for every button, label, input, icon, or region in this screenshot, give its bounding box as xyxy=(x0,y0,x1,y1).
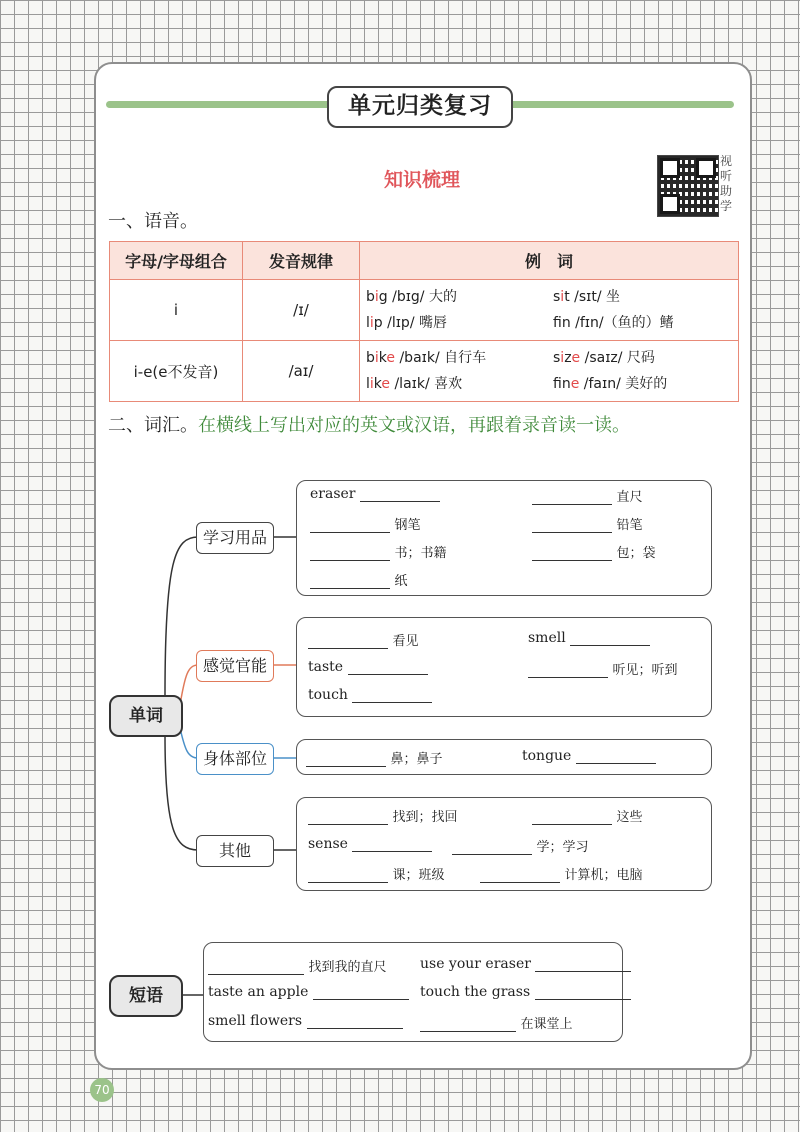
example-word: like /laɪk/ 喜欢 xyxy=(366,376,463,392)
example-word: size /saɪz/ 尺码 xyxy=(553,350,655,366)
table-header: 发音规律 xyxy=(243,242,360,280)
root-node-words: 单词 xyxy=(109,695,183,737)
branch-others: 其他 xyxy=(196,835,274,867)
vocab-item[interactable]: 找到；找回 xyxy=(308,806,457,825)
phrase-item[interactable]: taste an apple xyxy=(208,984,409,1000)
example-word: fne /faɪn/ 美好的 xyxy=(553,376,668,392)
vocab-item[interactable]: 课；班级 xyxy=(308,864,444,883)
phrase-item[interactable]: use your eraser xyxy=(420,956,631,972)
vocab-item[interactable]: 直尺 xyxy=(532,486,642,505)
example-word: bike /baɪk/ 自行车 xyxy=(366,350,487,366)
phrase-item[interactable]: 找到我的直尺 xyxy=(208,956,386,975)
section1-heading: 一、语音。 xyxy=(108,211,198,232)
table-header: 字母/字母组合 xyxy=(110,242,243,280)
subtitle: 知识梳理 xyxy=(370,166,474,194)
root-node-phrases: 短语 xyxy=(109,975,183,1017)
vocab-item[interactable]: 铅笔 xyxy=(532,514,642,533)
qr-label: 视听助学 xyxy=(720,154,733,213)
letter-cell: i xyxy=(110,280,243,341)
phrase-item[interactable]: touch the grass xyxy=(420,984,631,1000)
branch-supplies: 学习用品 xyxy=(196,522,274,554)
section2-heading: 二、词汇。在横线上写出对应的英文或汉语，再跟着录音读一读。 xyxy=(108,415,630,436)
vocab-item[interactable]: 书；书籍 xyxy=(310,542,446,561)
vocab-item[interactable]: 计算机；电脑 xyxy=(480,864,642,883)
table-header: 例 词 xyxy=(360,242,739,280)
example-word: fn /fɪn/（鱼的）鳍 xyxy=(553,315,674,331)
vocab-item[interactable]: 看见 xyxy=(308,630,418,649)
vocab-item[interactable]: eraser xyxy=(310,486,440,502)
vocab-item[interactable]: 学；学习 xyxy=(452,836,588,855)
example-word: big /bɪg/ 大的 xyxy=(366,289,457,305)
rule-cell: /ɪ/ xyxy=(243,280,360,341)
phrase-item[interactable]: smell flowers xyxy=(208,1013,403,1029)
branch-senses: 感觉官能 xyxy=(196,650,274,682)
vocab-item[interactable]: 这些 xyxy=(532,806,642,825)
branch-body: 身体部位 xyxy=(196,743,274,775)
phrase-item[interactable]: 在课堂上 xyxy=(420,1013,572,1032)
vocab-item[interactable]: 听见；听到 xyxy=(528,659,677,678)
page-title: 单元归类复习 xyxy=(327,86,513,128)
example-word: lip /lɪp/ 嘴唇 xyxy=(366,315,447,331)
vocab-item[interactable]: taste xyxy=(308,659,428,675)
vocab-item[interactable]: sense xyxy=(308,836,432,852)
vocab-item[interactable]: smell xyxy=(528,630,650,646)
vocab-item[interactable]: 纸 xyxy=(310,570,407,589)
vocab-item[interactable]: 钢笔 xyxy=(310,514,420,533)
rule-cell: /aɪ/ xyxy=(243,341,360,402)
vocab-item[interactable]: 鼻；鼻子 xyxy=(306,748,442,767)
vocab-item[interactable]: 包；袋 xyxy=(532,542,655,561)
example-word: sit /sɪt/ 坐 xyxy=(553,289,620,305)
vocab-item[interactable]: touch xyxy=(308,687,432,703)
letter-cell: i-e(e不发音) xyxy=(110,341,243,402)
page-number: 70 xyxy=(90,1078,114,1102)
vocab-item[interactable]: tongue xyxy=(522,748,656,764)
